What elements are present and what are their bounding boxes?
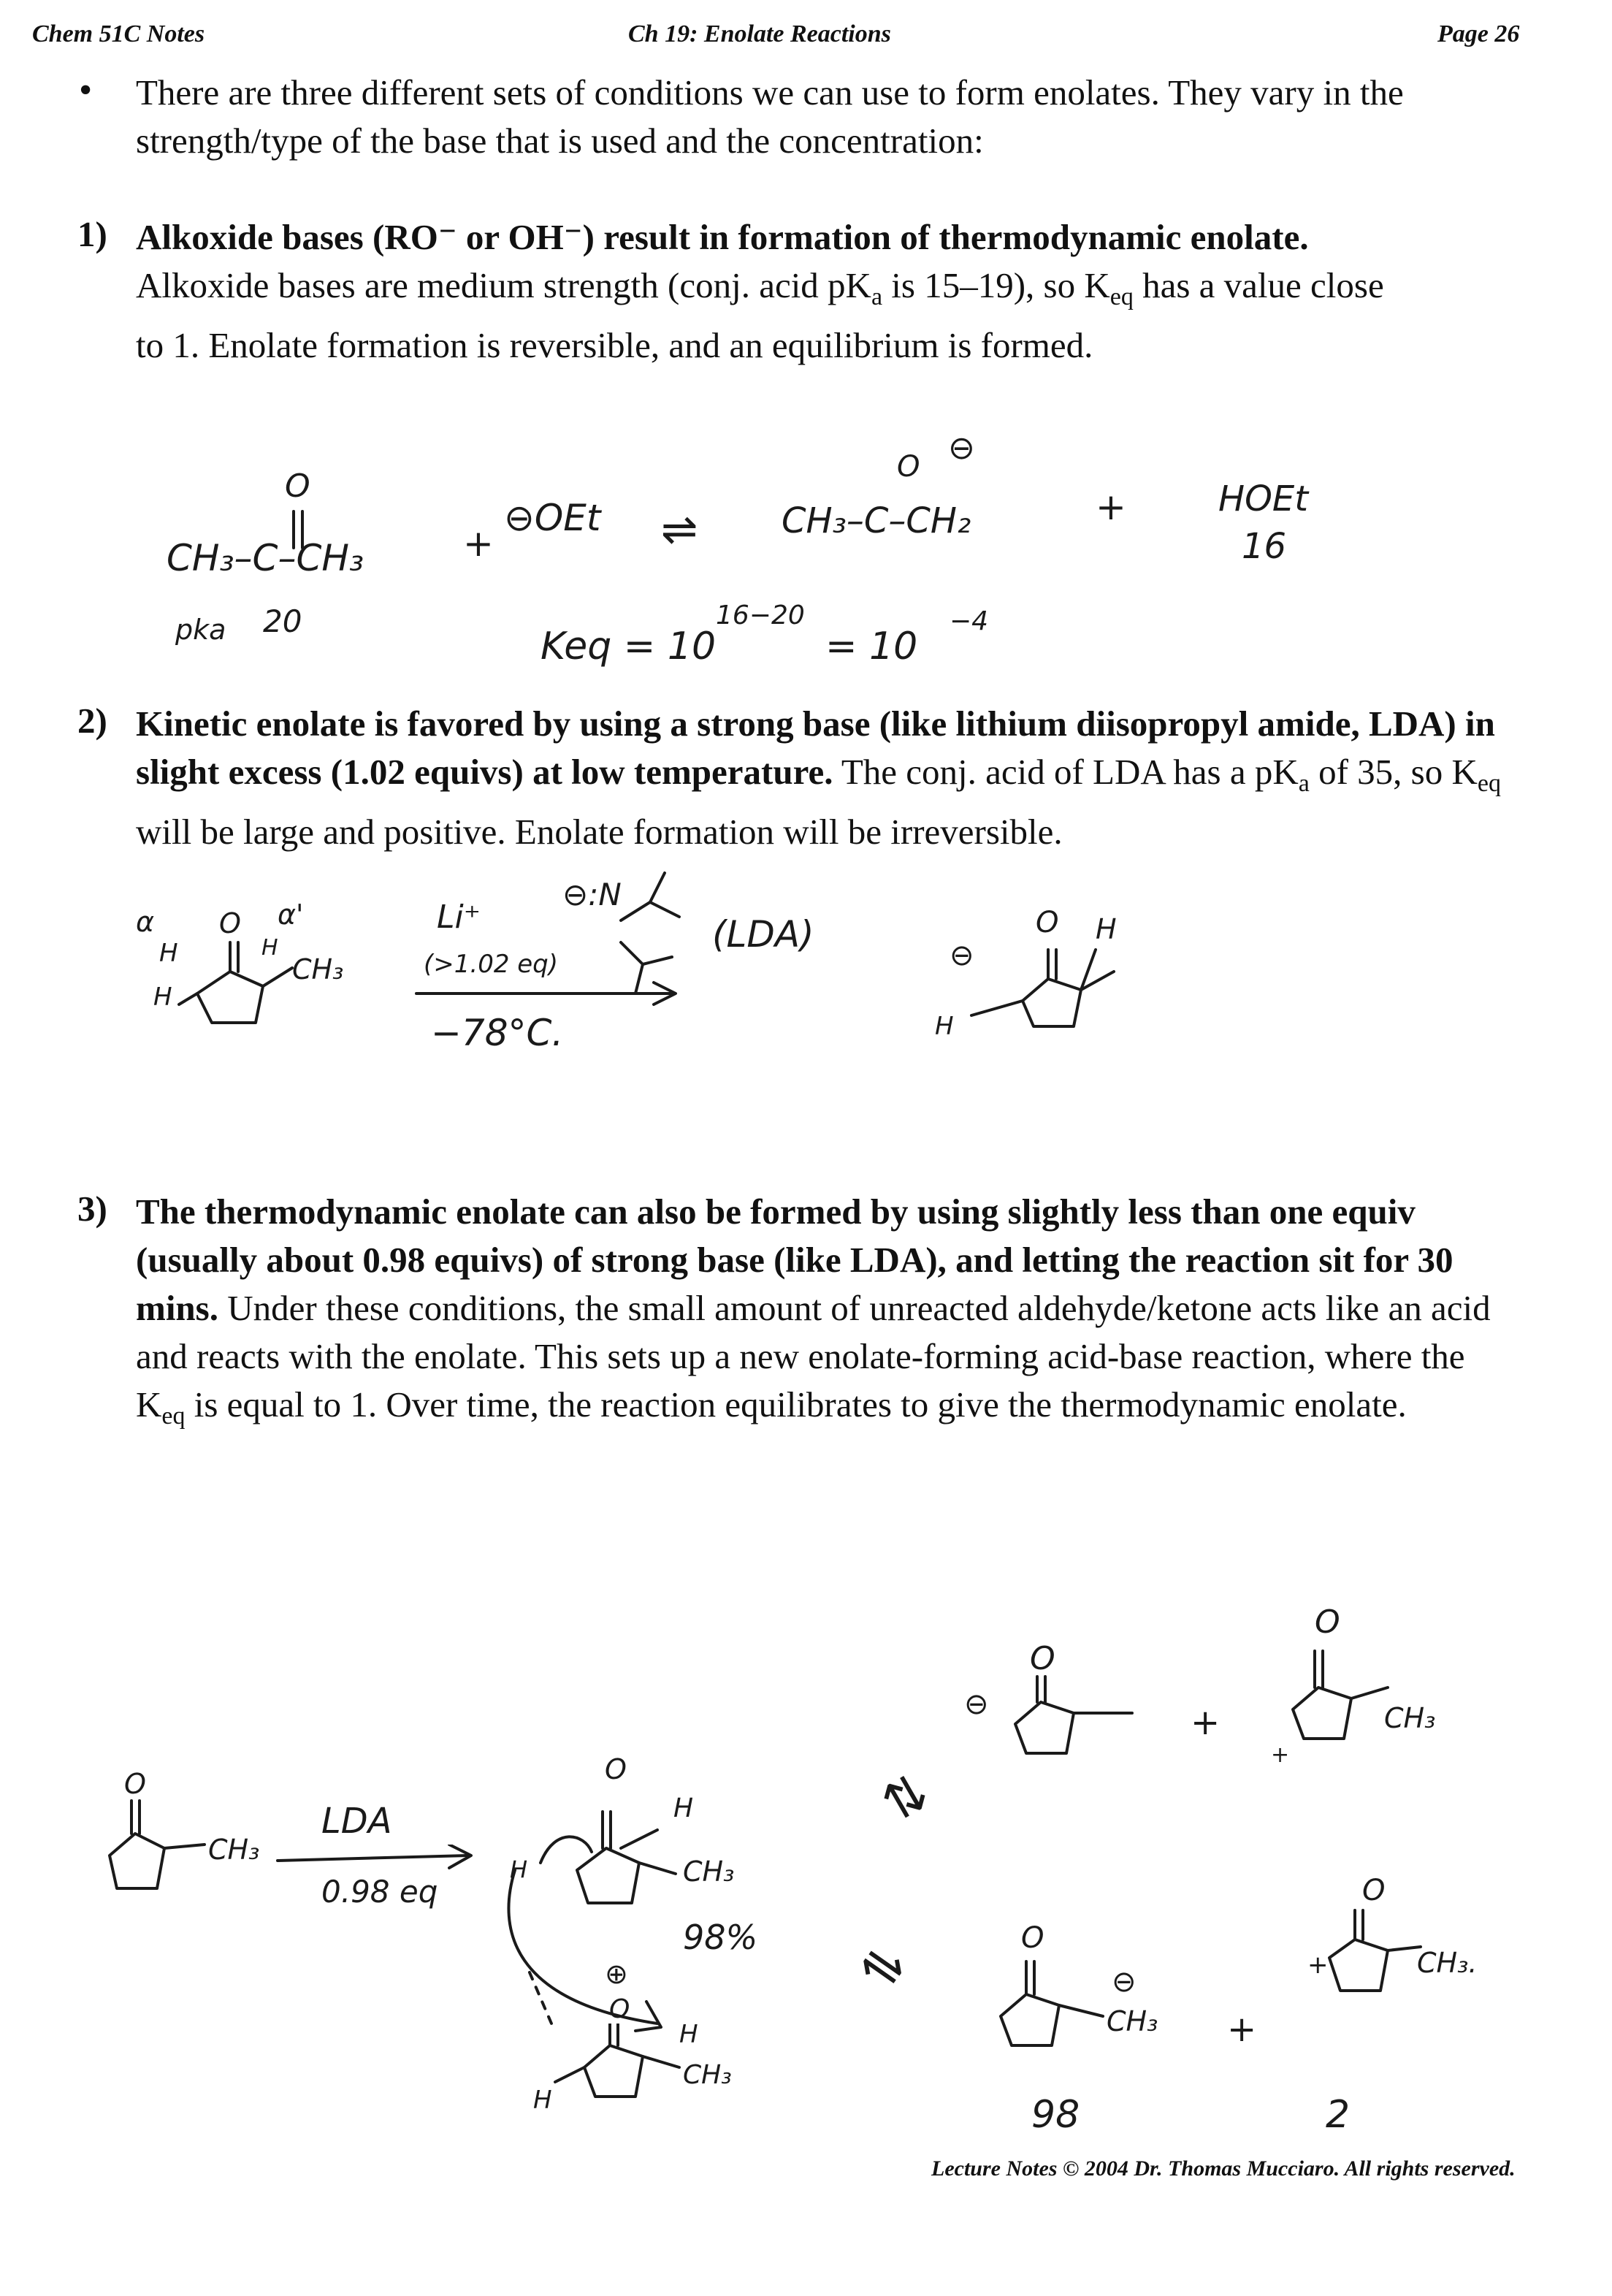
enolate-o: O <box>1021 1921 1044 1955</box>
equiv-label: 0.98 eq <box>321 1874 438 1910</box>
equilibrium-arrow: ⇌ <box>848 1929 918 2003</box>
protonated-ketone-icon <box>526 2024 716 2118</box>
section-1-line3: to 1. Enolate formation is reversible, and an equilibrium is formed. <box>136 325 1093 365</box>
intro-paragraph: There are three different sets of conditions we can use to form enolates. They vary in the strength/type of the base that is used and the concentration: <box>136 72 1404 161</box>
methyl-label: CH₃ <box>1107 2005 1158 2037</box>
pka-value: 20 <box>263 603 302 639</box>
h-label: H <box>679 2020 698 2049</box>
equilibrium-arrow: ⇌ <box>661 504 698 555</box>
kinetic-enolate-ring-icon <box>993 1673 1154 1782</box>
methyl-label: CH₃. <box>1417 1947 1478 1979</box>
methyl-label: CH₃ <box>683 1856 735 1888</box>
section-1-line2c: has a value close <box>1133 265 1384 305</box>
h-label: H <box>673 1793 694 1823</box>
reaction-arrow-icon <box>270 1845 482 1874</box>
ethanol-product: HOEt <box>1218 478 1309 519</box>
keq-expression: Keq = 10 <box>540 625 717 668</box>
section-1-line2a: Alkoxide bases are medium strength (conj. acid pK <box>136 265 871 305</box>
enolate-o: O <box>1036 906 1059 939</box>
thermodynamic-percentage: 98 <box>1031 2093 1080 2137</box>
section-2-rest-b: of 35, so K <box>1309 752 1478 792</box>
ketone-percentage: 2 <box>1326 2093 1351 2137</box>
h-label: H <box>533 2086 552 2115</box>
enolate-formula: CH₃–C–CH₂ <box>782 500 971 541</box>
section-3-paragraph <box>136 1188 1509 1441</box>
ketone-o: O <box>1362 1874 1386 1907</box>
ketone-o: O <box>285 468 310 505</box>
section-1-sub-eq: eq <box>1109 283 1134 310</box>
h-label: H <box>935 1012 954 1041</box>
ketone-o: O <box>219 907 241 939</box>
ethoxide-base: ⊖OEt <box>504 497 601 539</box>
section-3-number: 3) <box>77 1189 107 1229</box>
plus-sign: + <box>1096 486 1126 528</box>
ketone-o: O <box>1315 1603 1340 1641</box>
plus-sign: + <box>1307 1950 1329 1980</box>
bullet-icon: • <box>79 69 93 111</box>
keq-exponent: 16−20 <box>716 600 805 630</box>
enolate-o: O <box>1030 1640 1055 1677</box>
methyl-label: CH₃ <box>292 953 344 985</box>
2-methylcyclopentanone-icon <box>1271 1644 1395 1753</box>
cyclopentanone-ring-icon <box>175 935 299 1030</box>
section-3-rest-b: is equal to 1. Over time, the reaction equilibrates to give the thermodynamic enolate. <box>185 1384 1407 1424</box>
equilibrium-arrow: ⇅ <box>871 1761 939 1835</box>
header-chapter: Ch 19: Enolate Reactions <box>628 20 891 47</box>
lithium-cation: Li⁺ <box>437 899 481 936</box>
h-label: H <box>510 1856 528 1883</box>
header-page: Page 26 <box>1437 20 1520 47</box>
section-1-paragraph <box>136 213 1538 370</box>
temperature-label: −78°C. <box>431 1012 564 1054</box>
enolate-charge: ⊖ <box>1112 1965 1137 1999</box>
methyl-label: CH₃ <box>1384 1702 1436 1734</box>
alpha-prime-label: α' <box>278 899 304 931</box>
amide-nitrogen: ⊖:N <box>562 877 622 912</box>
section-2-number: 2) <box>77 701 107 741</box>
section-1-lead: Alkoxide bases (RO⁻ or OH⁻) result in formation of thermodynamic enolate. <box>136 217 1309 257</box>
enolate-charge: ⊖ <box>964 1687 989 1721</box>
section-3-lead: The thermodynamic enolate can also be formed by using slightly less than one equiv (usually about 0.98 equivs) of strong base (like LDA), and letting the reaction sit for 30 mins. <box>136 1191 1454 1328</box>
percentage-label: 98% <box>683 1918 758 1957</box>
lda-reagent: LDA <box>321 1801 392 1842</box>
lda-label: (LDA) <box>712 913 814 956</box>
kinetic-enolate-charge: ⊖ <box>950 939 974 972</box>
kinetic-enolate-ring-icon <box>957 942 1147 1037</box>
section-1-sub-a: a <box>871 283 883 310</box>
alpha-label: α <box>136 906 155 938</box>
h-label: H <box>159 939 178 968</box>
section-1-line2b: is 15–19), so K <box>882 265 1110 305</box>
h-label: H <box>153 983 172 1012</box>
h-label: H <box>261 935 278 961</box>
pka-label: pka <box>175 614 226 646</box>
section-2-sub-eq: eq <box>1477 770 1501 797</box>
ketone-o: O <box>605 1753 627 1785</box>
section-1-number: 1) <box>77 214 107 254</box>
reaction-arrow-icon <box>409 979 687 1008</box>
header-course: Chem 51C Notes <box>32 20 205 47</box>
plus-sign: + <box>1227 2009 1257 2050</box>
section-2-sub-a: a <box>1298 770 1310 797</box>
section-2-rest-a: The conj. acid of LDA has a pK <box>833 752 1299 792</box>
keq-result: = 10 <box>825 625 918 668</box>
ketone-o: O <box>124 1768 146 1800</box>
copyright-footer: Lecture Notes © 2004 Dr. Thomas Mucciaro. All rights reserved. <box>931 2156 1516 2181</box>
enolate-charge: ⊖ <box>948 430 975 467</box>
methyl-label: CH₃ <box>208 1834 260 1866</box>
section-2-paragraph <box>136 700 1538 856</box>
h-label: H <box>1096 913 1117 945</box>
2-methylcyclopentanone-icon <box>1315 1907 1432 2016</box>
plus-sign: + <box>1191 1702 1221 1743</box>
2-methylcyclopentanone-icon <box>88 1797 219 1907</box>
oxonium-plus: ⊕ <box>605 1958 628 1990</box>
section-3-rest-a: Under these conditions, the small amount of unreacted aldehyde/ketone acts like an acid and reacts with the enolate. This sets up a new enolate-forming acid-base reaction, where the K <box>136 1288 1491 1424</box>
ketone-o: O <box>609 1994 630 2024</box>
methyl-label: CH₃ <box>683 2060 732 2090</box>
thermodynamic-enolate-ring-icon <box>986 1958 1132 2067</box>
keq-result-exponent: −4 <box>950 606 989 636</box>
ketone-formula: CH₃–C–CH₃ <box>167 537 364 579</box>
enolate-o: O <box>897 450 920 484</box>
plus-sign: + <box>463 522 494 565</box>
section-3-sub-eq: eq <box>161 1403 186 1430</box>
section-2-lead: Kinetic enolate is favored by using a strong base (like lithium diisopropyl amide, LDA) in slight excess (1.02 equivs) at low temperature. <box>136 703 1495 792</box>
ethanol-pka: 16 <box>1242 526 1287 567</box>
plus-sign: + <box>1271 1742 1290 1768</box>
equiv-label: (>1.02 eq) <box>424 950 559 979</box>
section-2-rest-c: will be large and positive. Enolate formation will be irreversible. <box>136 812 1063 852</box>
